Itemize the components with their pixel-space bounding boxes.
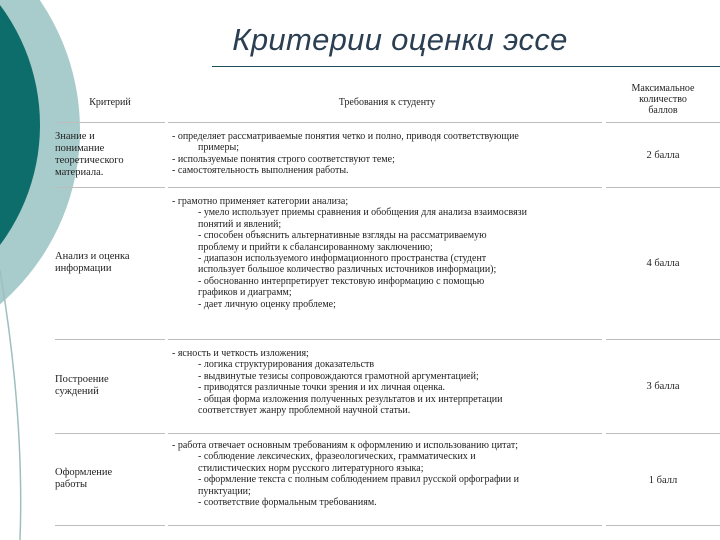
requirement-line: - общая форма изложения полученных результатов и их интерпретации bbox=[198, 393, 503, 405]
row-separator bbox=[55, 433, 165, 434]
row-separator bbox=[606, 433, 720, 434]
requirement-line: графиков и диаграмм; bbox=[198, 287, 292, 299]
header-requirements: Требования к студенту bbox=[338, 97, 436, 108]
requirement-line: - определяет рассматриваемые понятия четко и полно, приводя соответствующие bbox=[172, 131, 519, 142]
row-requirements bbox=[172, 440, 602, 508]
row-score: 1 балл bbox=[648, 475, 678, 486]
criterion-line: работы bbox=[55, 479, 88, 490]
title-underline bbox=[212, 66, 720, 67]
row-separator bbox=[55, 187, 165, 188]
requirement-line: - грамотно применяет категории анализа; bbox=[172, 196, 349, 207]
requirement-line: - соответствие формальным требованиям. bbox=[198, 497, 377, 509]
criterion-line: Построение bbox=[55, 374, 109, 385]
row-score: 3 балла bbox=[646, 381, 680, 392]
criterion-line: Оформление bbox=[55, 467, 113, 478]
row-separator bbox=[606, 339, 720, 340]
header-separator bbox=[606, 122, 720, 123]
row-separator bbox=[55, 339, 165, 340]
criterion-line: понимание bbox=[55, 143, 105, 154]
row-separator bbox=[168, 433, 602, 434]
requirement-line: - умело использует приемы сравнения и обобщения для анализа взаимосвязи bbox=[198, 207, 527, 219]
requirement-line: - соблюдение лексических, фразеологических, грамматических и bbox=[198, 451, 476, 463]
requirement-line: примеры; bbox=[198, 142, 239, 154]
requirement-line: стилистических норм русского литературного языка; bbox=[198, 462, 424, 474]
requirement-line: - самостоятельность выполнения работы. bbox=[172, 165, 349, 177]
row-criterion bbox=[55, 131, 124, 179]
requirement-line: - диапазон используемого информационного пространства (студент bbox=[198, 253, 487, 265]
row-separator bbox=[606, 187, 720, 188]
requirement-line: - способен объяснить альтернативные взгляды на рассматриваемую bbox=[198, 230, 487, 242]
requirement-line: соответствует жанру проблемной научной статьи. bbox=[198, 405, 411, 417]
requirement-line: - логика структурирования доказательств bbox=[198, 359, 375, 371]
criterion-line: информации bbox=[55, 263, 112, 274]
requirement-line: проблему и прийти к сбалансированному заключению; bbox=[198, 241, 433, 253]
criterion-line: Анализ и оценка bbox=[55, 251, 130, 262]
row-requirements bbox=[172, 196, 602, 310]
row-separator bbox=[168, 339, 602, 340]
requirement-line: - приводятся различные точки зрения и их личная оценка. bbox=[198, 382, 446, 394]
row-separator bbox=[168, 187, 602, 188]
criterion-line: материала. bbox=[55, 167, 104, 178]
row-requirements bbox=[172, 348, 602, 416]
row-score: 2 балла bbox=[646, 150, 680, 161]
header-max-score-line: количество bbox=[639, 94, 687, 105]
criterion-line: суждений bbox=[55, 386, 99, 397]
row-separator bbox=[55, 525, 165, 526]
requirement-line: - дает личную оценку проблеме; bbox=[198, 298, 336, 310]
requirement-line: - ясность и четкость изложения; bbox=[172, 348, 309, 359]
header-separator bbox=[168, 122, 602, 123]
row-criterion bbox=[55, 467, 112, 491]
requirement-line: понятий и явлений; bbox=[198, 218, 282, 230]
header-max-score bbox=[606, 83, 720, 116]
requirement-line: пунктуации; bbox=[198, 485, 251, 497]
header-separator bbox=[55, 122, 165, 123]
row-criterion bbox=[55, 251, 130, 275]
criterion-line: теоретического bbox=[55, 155, 124, 166]
requirement-line: - обоснованно интерпретирует текстовую информацию с помощью bbox=[198, 275, 485, 287]
row-separator bbox=[168, 525, 602, 526]
header-criterion: Критерий bbox=[89, 97, 131, 108]
requirement-line: использует большое количество различных источников информации); bbox=[198, 264, 497, 276]
header-max-score-line: баллов bbox=[648, 105, 678, 116]
row-separator bbox=[606, 525, 720, 526]
header-max-score-line: Максимальное bbox=[631, 83, 695, 94]
row-criterion bbox=[55, 374, 109, 398]
requirement-line: - оформление текста с полным соблюдением правил русской орфографии и bbox=[198, 474, 519, 486]
row-score: 4 балла bbox=[646, 258, 680, 269]
requirement-line: - работа отвечает основным требованиям к оформлению и использованию цитат; bbox=[172, 440, 519, 451]
row-requirements bbox=[172, 131, 602, 177]
requirement-line: - используемые понятия строго соответствуют теме; bbox=[172, 153, 395, 165]
page-title: Критерии оценки эссе bbox=[232, 22, 568, 57]
requirement-line: - выдвинутые тезисы сопровождаются грамотной аргументацией; bbox=[198, 370, 479, 382]
criterion-line: Знание и bbox=[55, 131, 95, 142]
